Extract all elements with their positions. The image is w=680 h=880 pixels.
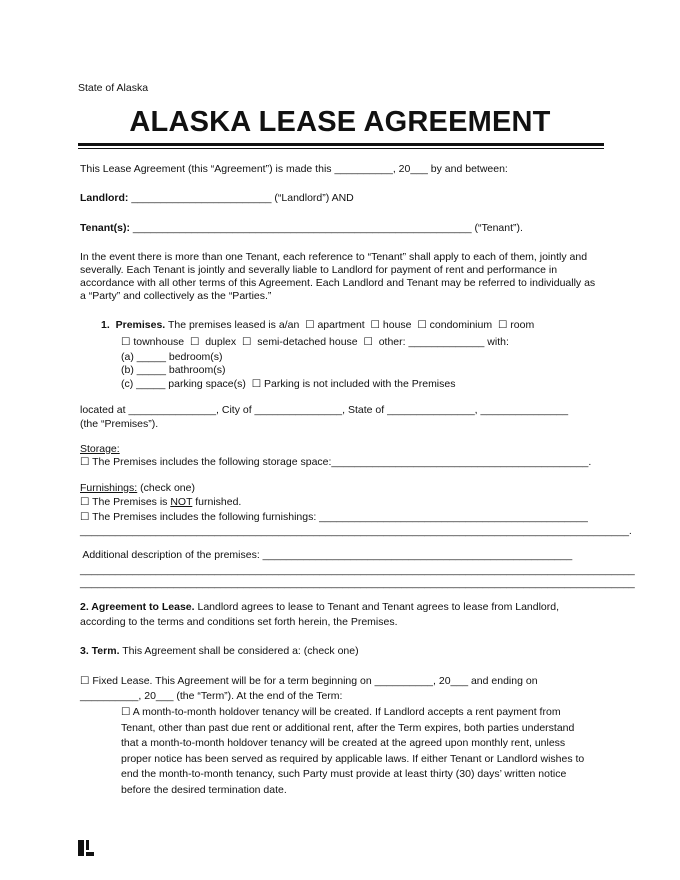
agreement-body: Landlord agrees to lease to Tenant and Tenant agrees to lease from Landlord, according to the terms and conditions set forth herein, the Premises. <box>80 601 560 628</box>
premises-definition: (the “Premises”). <box>80 418 159 430</box>
fixed-lease-option[interactable]: ☐ Fixed Lease. This Agreement will be for a term beginning on __________, 20___ and ending on <box>80 675 538 687</box>
furnishings-heading: Furnishings: <box>80 482 138 494</box>
tenant-line <box>80 222 523 235</box>
agreement-heading: 2. Agreement to Lease. <box>80 601 195 613</box>
state-label: State of Alaska <box>78 82 149 94</box>
furnished-blank-line[interactable]: ______________________________________________________________________________________________. <box>80 525 632 537</box>
landlord-blank[interactable]: ________________________ (“Landlord”) AND <box>128 192 354 204</box>
not-emphasis: NOT <box>170 496 193 508</box>
tenant-blank[interactable]: __________________________________________________________ (“Tenant”). <box>129 222 523 234</box>
term-body: This Agreement shall be considered a: (check one) <box>119 645 359 657</box>
document-title: ALASKA LEASE AGREEMENT <box>129 106 551 138</box>
bedroom-line[interactable]: (a) _____ bedroom(s) <box>121 351 223 363</box>
furnishings-check-note: (check one) <box>137 482 195 494</box>
tenant-label: Tenant(s): <box>80 222 130 234</box>
additional-blank-2[interactable]: _______________________________________________________________________________________________ <box>80 577 635 589</box>
not-furnished-option[interactable] <box>80 496 241 509</box>
premises-line-1 <box>101 319 534 332</box>
premises-number: 1. <box>101 319 110 331</box>
landlord-line <box>80 192 354 205</box>
landlord-label: Landlord: <box>80 192 129 204</box>
location-line[interactable]: located at _______________, City of _______________, State of _______________, _______________ <box>80 404 569 416</box>
premises-type-options[interactable]: The premises leased is a/an ☐ apartment ☐ house ☐ condominium ☐ room <box>165 319 535 331</box>
furnishings-heading-line <box>80 482 195 495</box>
premises-type-options-2[interactable]: ☐ townhouse ☐ duplex ☐ semi-detached house ☐ other: _____________ with: <box>121 336 509 348</box>
not-furnished-pre: ☐ The Premises is <box>80 496 171 508</box>
not-furnished-post: furnished. <box>192 496 242 508</box>
additional-blank-1[interactable]: _______________________________________________________________________________________________ <box>80 564 635 576</box>
storage-heading: Storage: <box>80 443 120 455</box>
tenant-liability-paragraph: In the event there is more than one Tenant, each reference to “Tenant” shall apply to each of them, jointly and severally. Each Tenant is jointly and severally liable to Landlord for payment of rent and performance in accordance with all other terms of this Agreement. Each Landlord and Tenant may be referred to individually as a “Party” and collectively as the “Parties.” <box>80 251 596 302</box>
parking-line[interactable]: (c) _____ parking space(s) ☐ Parking is not included with the Premises <box>121 378 456 390</box>
holdover-option[interactable]: ☐ A month-to-month holdover tenancy will be created. If Landlord accepts a rent payment from Tenant, other than past due rent or additional rent, after the Term expires, both parties understand that a month-to-month holdover tenancy will be created at the agreed upon monthly rent, unless proper notice has been served as required by applicable laws. If either Tenant or Landlord wishes to end the month-to-month tenancy, such Party must provide at least thirty (30) days’ written notice before the desired termination date. <box>121 706 585 796</box>
title-rule-thick <box>78 143 604 146</box>
term-section <box>80 645 359 658</box>
bathroom-line[interactable]: (b) _____ bathroom(s) <box>121 364 226 376</box>
storage-line[interactable]: ☐ The Premises includes the following storage space:____________________________________________. <box>80 456 592 468</box>
premises-heading: Premises. <box>115 319 166 331</box>
agreement-to-lease-section <box>80 600 600 629</box>
title-rule-thin <box>78 148 604 149</box>
term-heading: 3. Term. <box>80 645 120 657</box>
additional-description-line[interactable]: Additional description of the premises: _____________________________________________________ <box>80 549 573 561</box>
furnished-option[interactable]: ☐ The Premises includes the following furnishings: ______________________________________________ <box>80 511 588 523</box>
legal-templates-logo-icon <box>78 840 94 856</box>
fixed-lease-term-line[interactable]: __________, 20___ (the “Term”). At the end of the Term: <box>80 690 343 702</box>
agreement-date-line: This Lease Agreement (this “Agreement”) is made this __________, 20___ by and between: <box>80 163 508 175</box>
